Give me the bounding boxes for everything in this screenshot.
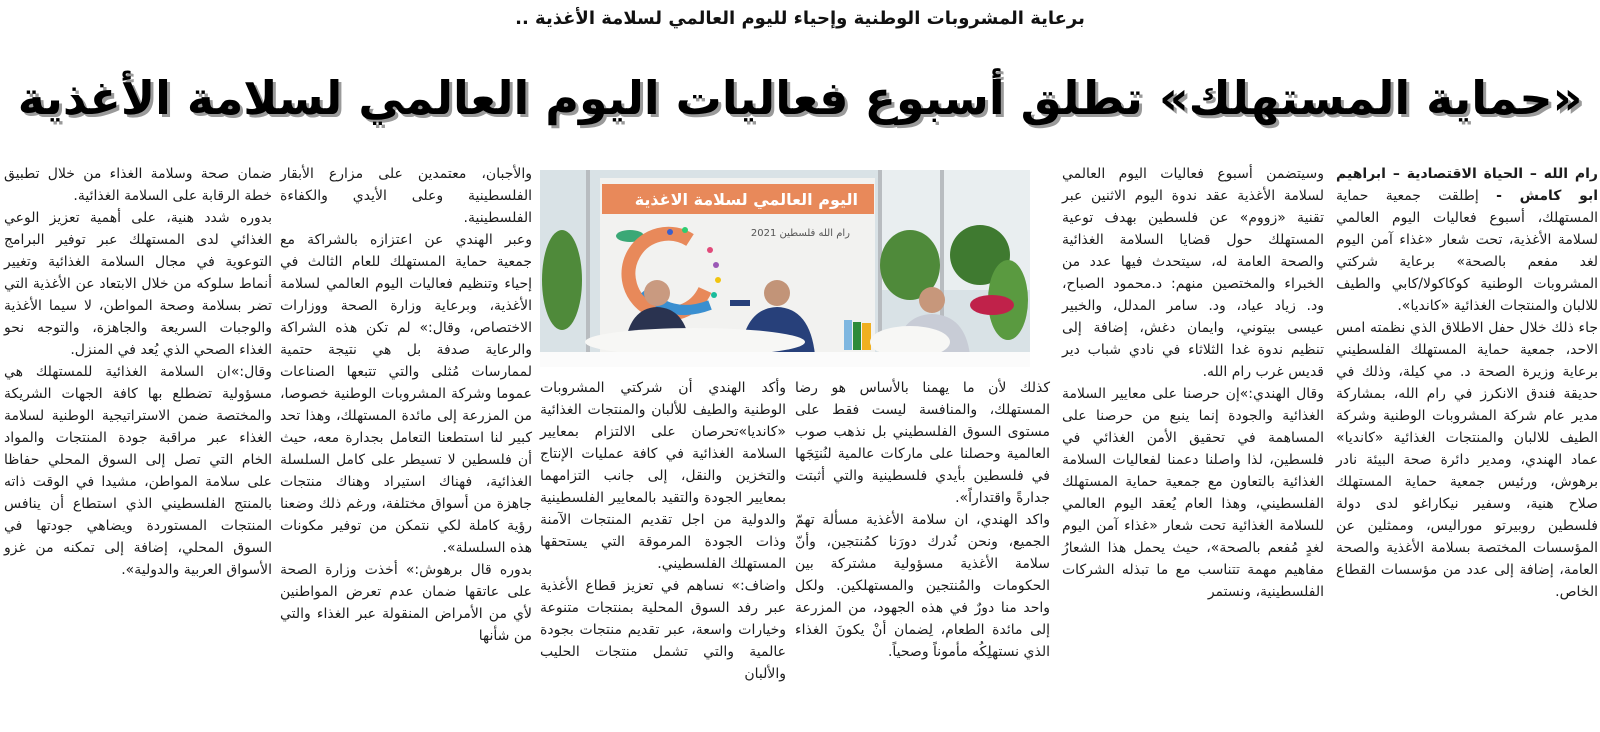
article-headline-text: «حماية المستهلك» تطلق أسبوع فعاليات اليوم العالمي لسلامة الأغذية	[17, 71, 1583, 125]
paragraph: ضمان صحة وسلامة الغذاء من خلال تطبيق خطة الرقابة على السلامة الغذائية.	[4, 166, 272, 204]
article-column-3	[795, 377, 1050, 663]
banner-subtitle: رام الله فلسطين 2021	[750, 228, 850, 239]
table	[540, 352, 1030, 367]
event-photo	[540, 170, 1030, 367]
banner-title: اليوم العالمي لسلامة الاغذية	[634, 190, 858, 209]
article-headline	[15, 40, 1585, 156]
paragraph: واضاف:» نساهم في تعزيز قطاع الأغذية عبر رفد السوق المحلية بمنتجات متنوعة وخيارات واسعة، عبر تقديم منتجات بجودة عالمية والتي تشمل منتجات الحليب والألبان	[540, 578, 786, 682]
article-kicker: برعاية المشروبات الوطنية وإحياء لليوم العالمي لسلامة الأغذية ..	[515, 8, 1085, 29]
article-column-4	[540, 377, 786, 685]
paragraph: وأكد الهندي أن شركتي المشروبات الوطنية والطيف للألبان والمنتجات الغذائية «كانديا»تحرصان على الالتزام بمعايير السلامة الغذائية في كافة عمليات الإنتاج والتخزين والنقل، إلى جانب التزامهما بمعايير الجودة والتقيد بالمعايير الفلسطينية والدولية من اجل تقديم المنتجات الآمنة وذات الجودة المرموقة التي يستحقها المستهلك الفلسطيني.	[540, 380, 786, 572]
article-column-6	[4, 163, 272, 581]
article-byline: رام الله – الحياة الاقتصادية – ابراهيم ابو كامش -	[1336, 166, 1599, 204]
paragraph: واكد الهندي، ان سلامة الأغذية مسألة تهمّ الجميع، ونحن نُدرك دورَنا كمُنتجين، وأنّ سلامة الأغذية مسؤولية مشتركة بين الحكومات والمُنتجين والمستهلكين. ولكل واحد منا دورٌ في هذه الجهود، من المزرعة إلى مائدة الطعام، لِضمان أنْ يكونَ الغذاء الذي نستهلِكُه مأموناً وصحياً.	[795, 512, 1050, 660]
paragraph: وقال الهندي:»إن حرصنا على معايير السلامة الغذائية والجودة إنما ينبع من حرصنا على المساهمة في تحقيق الأمن الغذائي في فلسطين، لذا واصلنا دعمنا لفعاليات السلامة الغذائية بالتعاون مع جمعية حماية المستهلك الفلسطيني، وهذا العام يُعقد اليوم العالمي للسلامة الغذائية تحت شعار «غذاء آمن اليوم لغدٍ مُفعم بالصحة»، حيث يحمل هذا الشعارُ مفاهيم مهمة تتناسب مع ما تبذله الشركات الفلسطينية، ونستمر	[1062, 386, 1324, 600]
paragraph: كذلك لأن ما يهمنا بالأساس هو رضا المستهلك، والمنافسة ليست فقط على مستوى السوق الفلسطيني بل نذهب صوب العالمية وحصلنا على ماركات عالمية لنُنتِجَها في فلسطين بأيدي فلسطينية والتي أثبتت جدارةً واقتداراً».	[795, 380, 1050, 506]
paragraph: وقال:»ان السلامة الغذائية للمستهلك هي مسؤولية تضطلع بها كافة الجهات الشريكة والمختصة ضمن الاستراتيجية الوطنية لسلامة الغذاء عبر مراقبة جودة المنتجات والمواد الخام التي تصل إلى السوق المحلي حفاظا على سلامة المواطن، مشيدا في الوقت ذاته بالمنتج الفلسطيني الذي استطاع أن ينافس المنتجات المستوردة ويضاهي جودتها في السوق المحلي، إضافة إلى تمكنه من غزو الأسواق العربية والدولية».	[4, 364, 272, 578]
paragraph: وعبر الهندي عن اعتزازه بالشراكة مع جمعية حماية المستهلك للعام الثالث في إحياء وتنظيم فعاليات اليوم العالمي لسلامة الأغذية، وبرعاية وزارة الصحة ووزارات الاختصاص، وقال:» لم تكن هذه الشراكة والرعاية صدفة بل هي نتيجة حتمية لممارسات مُثلى والتي تتبعها الصناعات عموما وشركة المشروبات الوطنية خصوصا، من المزرعة إلى مائدة المستهلك، وهذا تحد كبير لنا استطعنا التعامل بجدارة معه، حيث أن فلسطين لا تسيطر على كامل السلسلة الغذائية، فهناك استيراد وهناك منتجات جاهزة من أسواق مختلفة، ورغم ذلك وضعنا رؤية كاملة لكي نتمكن من توفير مكونات هذه السلسلة».	[280, 232, 532, 556]
article-column-2	[1062, 163, 1324, 603]
paragraph: بدوره شدد هنية، على أهمية تعزيز الوعي الغذائي لدى المستهلك عبر توفير البرامج التوعوية في مجال السلامة الغذائية وتغيير أنماط سلوكه من خلال الابتعاد عن الأغذية التي تضر بسلامة وصحة المواطن، لا سيما الأغذية والوجبات السريعة والجاهزة، والتوجه نحو الغذاء الصحي الذي يُعد في المنزل.	[4, 210, 272, 358]
paragraph: جاء ذلك خلال حفل الاطلاق الذي نظمته امس الاحد، جمعية حماية المستهلك الفلسطيني برعاية وزيرة الصحة د. مي كيلة، وذلك في حديقة فندق الانكرز في رام الله، بمشاركة مدير عام شركة المشروبات الوطنية وشركة الطيف للالبان والمنتجات الغذائية «كانديا» عماد الهندي، ومدير دائرة صحة البيئة نادر برهوش، ورئيس جمعية حماية المستهلك صلاح هنية، وسفير نيكاراغو لدى دولة فلسطين روبيرتو موراليس، وممثلين عن المؤسسات المختصة بسلامة الأغذية والصحة العامة، إضافة إلى عدد من مؤسسات القطاع الخاص.	[1336, 320, 1598, 600]
bottles	[844, 320, 871, 350]
paragraph: بدوره قال برهوش:» أخذت وزارة الصحة على عاتقها ضمان عدم تعرض المواطنين لأي من الأمراض المنقولة عبر الغذاء والتي من شأنها	[280, 562, 532, 644]
paragraph: والأجبان، معتمدين على مزارع الأبقار الفلسطينية وعلى الأيدي والكفاءة الفلسطينية.	[280, 166, 532, 226]
paragraph: إطلقت جمعية حماية المستهلك، أسبوع فعاليات اليوم العالمي لسلامة الأغذية، تحت شعار «غذاء آمن اليوم لغد مفعم بالصحة» برعاية شركتي المشروبات الوطنية كوكاكولا/كابي والطيف للالبان والمنتجات الغذائية «كانديا».	[1336, 188, 1598, 314]
article-column-1	[1336, 163, 1598, 603]
article-column-5	[280, 163, 532, 647]
paragraph: وسيتضمن أسبوع فعاليات اليوم العالمي لسلامة الأغذية عقد ندوة اليوم الاثنين عبر تقنية «زووم» عن فلسطين بهدف توعية المستهلك حول قضايا السلامة الغذائية والصحة العامة له، سيتحدث فيها عدد من الخبراء والمختصين منهم: د.محمود الصباح، ود. زياد عياد، ود. سامر المدلل، والخبير عيسى بيتوني، وايمان دغش، إضافة إلى تنظيم ندوة غدا الثلاثاء في نادي شباب دير قديس غرب رام الله.	[1062, 166, 1324, 380]
